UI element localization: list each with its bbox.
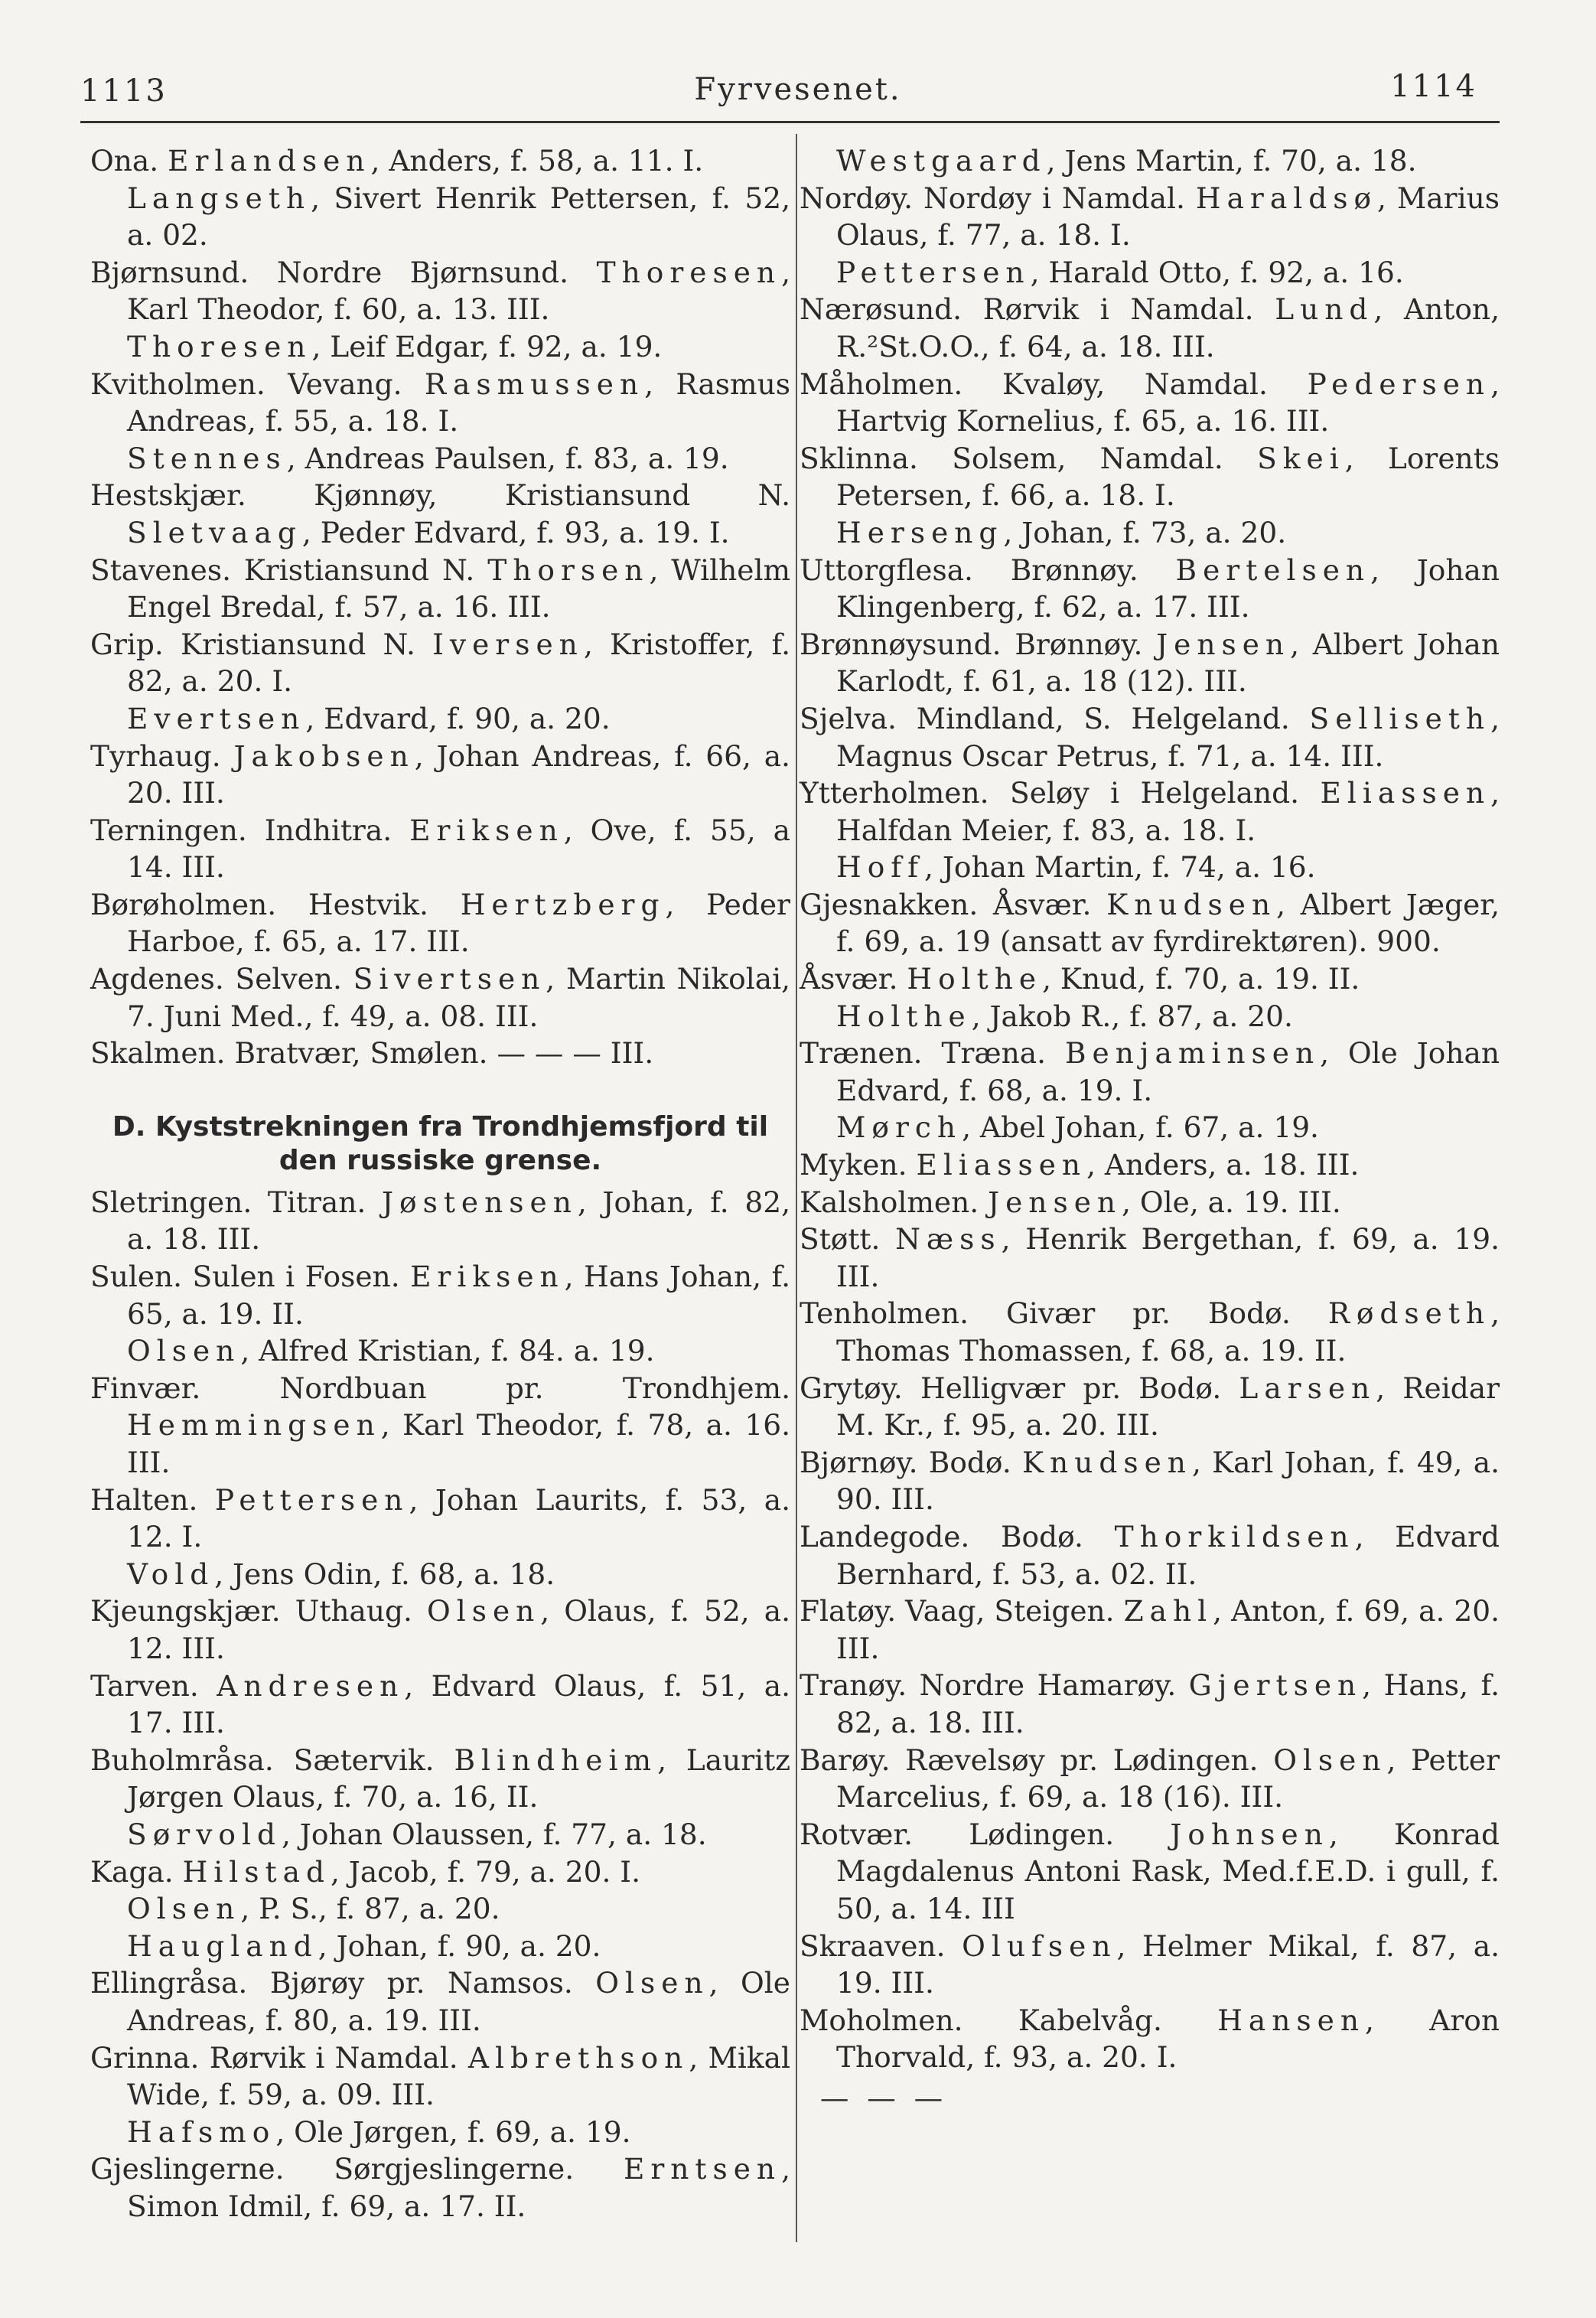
keeper-surname: Sørvold	[127, 1817, 282, 1851]
keeper-details: , Peder Harboe, f. 65, a. 17. III.	[127, 887, 790, 959]
keeper-details: , Ole Jørgen, f. 69, a. 19.	[275, 2114, 631, 2149]
lighthouse-entry	[90, 180, 790, 254]
keeper-details: , Albert Johan Karlodt, f. 61, a. 18 (12). III.	[836, 627, 1500, 699]
station-place: Rotvær. Lødingen.	[800, 1817, 1171, 1851]
keeper-details: , Knud, f. 70, a. 19. II.	[1042, 962, 1360, 996]
lighthouse-entry	[90, 1593, 790, 1667]
header-rule	[80, 121, 1500, 123]
keeper-surname: Haraldsø	[1195, 181, 1378, 215]
keeper-surname: Blindheim	[454, 1743, 658, 1777]
lighthouse-entry	[800, 1035, 1500, 1109]
keeper-details: , Johan, f. 82, a. 18. III.	[127, 1185, 790, 1257]
station-place: Grinna. Rørvik i Namdal.	[90, 2040, 468, 2075]
keeper-surname: Jakobsen	[233, 738, 415, 773]
lighthouse-entry	[90, 1482, 790, 1556]
lighthouse-entry	[800, 366, 1500, 440]
station-place: Børøholmen. Hestvik.	[90, 887, 461, 921]
keeper-surname: Eriksen	[409, 813, 564, 847]
station-place: Nordøy. Nordøy i Namdal.	[800, 181, 1196, 215]
keeper-details: , Aron Thorvald, f. 93, a. 20. I.	[836, 2003, 1500, 2075]
page-number-right: 1114	[1390, 69, 1477, 104]
lighthouse-entry	[800, 998, 1500, 1035]
lighthouse-entry	[800, 1146, 1500, 1184]
keeper-details: , Johan Olaussen, f. 77, a. 18.	[281, 1817, 707, 1851]
lighthouse-entry	[90, 254, 790, 328]
lighthouse-entry	[90, 328, 790, 366]
keeper-details: , Simon Idmil, f. 69, a. 17. II.	[127, 2152, 790, 2223]
keeper-surname: Næss	[895, 1222, 1002, 1257]
keeper-details: , Andreas Paulsen, f. 83, a. 19.	[286, 441, 729, 475]
keeper-details: , Ole Andreas, f. 80, a. 19. III.	[127, 1966, 790, 2037]
keeper-details: , Jacob, f. 79, a. 20. I.	[330, 1854, 641, 1889]
keeper-surname: Bertelsen	[1175, 553, 1371, 587]
running-title: Fyrvesenet.	[694, 72, 902, 107]
lighthouse-entry	[90, 2114, 790, 2151]
station-place: Sletringen. Titran.	[90, 1185, 382, 1219]
station-place: Sjelva. Mindland, S. Helgeland.	[800, 701, 1310, 735]
keeper-surname: Olsen	[127, 1892, 241, 1926]
keeper-details: , Konrad Magdalenus Antoni Rask, Med.f.E.D. i gull, f. 50, a. 14. III	[836, 1817, 1500, 1925]
keeper-details: , Abel Johan, f. 67, a. 19.	[962, 1110, 1319, 1145]
lighthouse-entry	[800, 440, 1500, 514]
keeper-surname: Mørch	[836, 1110, 962, 1145]
lighthouse-entry	[800, 142, 1500, 180]
station-place: Finvær. Nordbuan pr. Trondhjem.	[90, 1371, 790, 1405]
keeper-surname: Hoff	[836, 850, 925, 885]
lighthouse-entry	[800, 849, 1500, 886]
keeper-details: , Anton, f. 69, a. 20. III.	[836, 1594, 1500, 1665]
keeper-details: , Hartvig Kornelius, f. 65, a. 16. III.	[836, 367, 1500, 438]
keeper-surname: Westgaard	[836, 144, 1047, 178]
keeper-details: , Edvard, f. 90, a. 20.	[305, 701, 611, 735]
station-place: Tarven.	[90, 1668, 217, 1703]
station-place: Skraaven.	[800, 1928, 962, 1963]
keeper-surname: Olsen	[1273, 1743, 1387, 1777]
left-column	[90, 142, 790, 2225]
lighthouse-entry	[90, 2039, 790, 2114]
lighthouse-entry	[90, 142, 790, 180]
station-place: Terningen. Indhitra.	[90, 813, 410, 847]
lighthouse-entry	[90, 1556, 790, 1593]
lighthouse-entry	[90, 960, 790, 1035]
keeper-surname: Andresen	[217, 1668, 405, 1703]
lighthouse-entry	[800, 1444, 1500, 1518]
keeper-details: , Lorents Petersen, f. 66, a. 18. I.	[836, 441, 1500, 513]
column-divider	[796, 134, 797, 2242]
lighthouse-entry	[90, 1928, 790, 1965]
keeper-details: , Mikal Wide, f. 59, a. 09. III.	[127, 2040, 790, 2112]
station-place: Bjørnsund. Nordre Bjørnsund.	[90, 255, 597, 289]
keeper-surname: Sivertsen	[353, 962, 546, 996]
keeper-surname: Hansen	[1217, 2003, 1366, 2037]
keeper-details: , Petter Marcelius, f. 69, a. 18 (16). III.	[836, 1743, 1500, 1814]
lighthouse-entry	[800, 1742, 1500, 1816]
lighthouse-entry	[90, 1035, 790, 1072]
keeper-surname: Skei	[1257, 441, 1345, 475]
keeper-details: , Johan Klingenberg, f. 62, a. 17. III.	[836, 553, 1500, 624]
lighthouse-entry	[90, 738, 790, 812]
lighthouse-entry	[90, 1742, 790, 1816]
keeper-details: , Johan, f. 73, a. 20.	[1003, 515, 1287, 549]
keeper-surname: Pettersen	[214, 1482, 409, 1517]
lighthouse-entry	[90, 477, 790, 551]
lighthouse-entry	[90, 1668, 790, 1742]
keeper-surname: Holthe	[836, 999, 972, 1033]
station-place: Ona.	[90, 144, 168, 178]
keeper-details: , Henrik Bergethan, f. 69, a. 19. III.	[836, 1222, 1500, 1293]
lighthouse-entry	[90, 1332, 790, 1370]
keeper-details: , Hans, f. 82, a. 18. III.	[836, 1668, 1500, 1739]
lighthouse-entry	[800, 514, 1500, 552]
keeper-details: , Olaus, f. 52, a. 12. III.	[127, 1594, 790, 1665]
station-place: Buholmråsa. Sætervik.	[90, 1743, 454, 1777]
keeper-details: , Jens Martin, f. 70, a. 18.	[1046, 144, 1417, 178]
station-place: Tyrhaug.	[90, 738, 234, 773]
station-place: Kvitholmen. Vevang.	[90, 367, 425, 401]
lighthouse-entry	[800, 1928, 1500, 2002]
lighthouse-entry	[800, 1109, 1500, 1146]
station-place: Gjesnakken. Åsvær.	[800, 887, 1107, 921]
lighthouse-entry	[800, 960, 1500, 998]
lighthouse-entry	[800, 1667, 1500, 1741]
keeper-details: , Edvard Bernhard, f. 53, a. 02. II.	[836, 1519, 1500, 1591]
keeper-surname: Johnsen	[1170, 1817, 1329, 1851]
keeper-details: , Anders, a. 18. III.	[1086, 1148, 1360, 1182]
lighthouse-entry	[800, 2002, 1500, 2076]
keeper-details: , Edvard Olaus, f. 51, a. 17. III.	[127, 1668, 790, 1740]
station-place: Skalmen. Bratvær, Smølen. — — — III.	[90, 1036, 654, 1071]
keeper-surname: Hilstad	[182, 1854, 331, 1889]
keeper-details: , Karl Theodor, f. 78, a. 16. III.	[127, 1408, 790, 1479]
keeper-surname: Stennes	[127, 441, 287, 475]
lighthouse-entry	[800, 1370, 1500, 1444]
entry-list-north-coast	[90, 1184, 790, 2225]
keeper-details: , Reidar M. Kr., f. 95, a. 20. III.	[836, 1371, 1500, 1443]
keeper-details: , Johan Laurits, f. 53, a. 12. I.	[127, 1482, 791, 1554]
station-place: Kaga.	[90, 1854, 183, 1889]
lighthouse-entry	[800, 1518, 1500, 1593]
keeper-surname: Rødseth	[1327, 1296, 1491, 1331]
lighthouse-entry	[90, 812, 790, 886]
lighthouse-entry	[800, 774, 1500, 849]
keeper-details: , Martin Nikolai, 7. Juni Med., f. 49, a. 08. III.	[127, 962, 790, 1033]
entry-list-north-coast-cont	[800, 142, 1500, 2076]
keeper-details: , Halfdan Meier, f. 83, a. 18. I.	[836, 776, 1500, 847]
keeper-surname: Hertzberg	[460, 887, 666, 921]
keeper-surname: Eriksen	[410, 1260, 565, 1294]
station-place: Uttorgflesa. Brønnøy.	[800, 553, 1176, 587]
station-place: Brønnøysund. Brønnøy.	[800, 627, 1157, 661]
section-heading: D. Kyststrekningen fra Trondhjemsfjord til den russiske grense.	[112, 1110, 769, 1176]
lighthouse-entry	[800, 1593, 1500, 1667]
keeper-surname: Albrethson	[467, 2040, 689, 2075]
station-place: Myken.	[800, 1148, 917, 1182]
lighthouse-entry	[800, 1816, 1500, 1928]
keeper-details: , Rasmus Andreas, f. 55, a. 18. I.	[127, 367, 790, 438]
keeper-details: , Anders, f. 58, a. 11. I.	[370, 144, 704, 178]
keeper-surname: Olsen	[127, 1334, 241, 1368]
keeper-details: , Thomas Thomassen, f. 68, a. 19. II.	[836, 1296, 1500, 1368]
keeper-details: , Alfred Kristian, f. 84. a. 19.	[240, 1334, 655, 1368]
keeper-details: , Kristoffer, f. 82, a. 20. I.	[127, 627, 791, 699]
station-place: Bjørnøy. Bodø.	[800, 1445, 1023, 1479]
end-dashes: — — —	[819, 2080, 948, 2114]
station-place: Moholmen. Kabelvåg.	[800, 2003, 1218, 2037]
station-place: Halten.	[90, 1482, 215, 1517]
keeper-surname: Knudsen	[1022, 1445, 1192, 1479]
lighthouse-entry	[90, 626, 790, 700]
keeper-details: , P. S., f. 87, a. 20.	[240, 1892, 500, 1926]
keeper-details: , Ole, a. 19. III.	[1122, 1185, 1341, 1219]
keeper-surname: Erntsen	[623, 2152, 782, 2186]
lighthouse-entry	[90, 1964, 790, 2039]
right-column	[800, 142, 1500, 2116]
keeper-surname: Jensen	[1156, 627, 1291, 661]
lighthouse-entry	[90, 2150, 790, 2225]
keeper-details: , Ole Johan Edvard, f. 68, a. 19. I.	[836, 1036, 1500, 1107]
station-place: Stavenes. Kristiansund N.	[90, 553, 488, 587]
keeper-details: , Jakob R., f. 87, a. 20.	[971, 999, 1293, 1033]
station-place: Kjeungskjær. Uthaug.	[90, 1594, 427, 1628]
lighthouse-entry	[800, 1221, 1500, 1295]
keeper-surname: Erlandsen	[168, 144, 371, 178]
keeper-details: , Harald Otto, f. 92, a. 16.	[1030, 255, 1404, 289]
lighthouse-entry	[800, 291, 1500, 365]
keeper-details: , Marius Olaus, f. 77, a. 18. I.	[836, 181, 1500, 253]
keeper-details: , Lauritz Jørgen Olaus, f. 70, a. 16, II.	[127, 1743, 790, 1814]
station-place: Sulen. Sulen i Fosen.	[90, 1260, 411, 1294]
station-place: Agdenes. Selven.	[90, 962, 353, 996]
keeper-details: , Magnus Oscar Petrus, f. 71, a. 14. III.	[836, 701, 1500, 773]
keeper-surname: Iversen	[432, 627, 584, 661]
keeper-surname: Benjaminsen	[1064, 1036, 1321, 1071]
station-place: Grytøy. Helligvær pr. Bodø.	[800, 1371, 1239, 1405]
keeper-surname: Lund	[1275, 292, 1374, 327]
keeper-details: , Karl Johan, f. 49, a. 90. III.	[836, 1445, 1500, 1517]
lighthouse-entry	[90, 886, 790, 960]
station-place: Ellingråsa. Bjørøy pr. Namsos.	[90, 1966, 596, 2000]
lighthouse-entry	[800, 700, 1500, 774]
keeper-details: , Hans Johan, f. 65, a. 19. II.	[127, 1260, 790, 1331]
keeper-surname: Selliseth	[1309, 701, 1491, 735]
keeper-details: , Jens Odin, f. 68, a. 18.	[214, 1557, 555, 1591]
keeper-details: , Sivert Henrik Pettersen, f. 52, a. 02.	[127, 181, 790, 253]
keeper-details: , Ove, f. 55, a 14. III.	[127, 813, 790, 885]
keeper-surname: Olsen	[595, 1966, 709, 2000]
keeper-surname: Thoresen	[596, 255, 782, 289]
keeper-surname: Evertsen	[127, 701, 306, 735]
station-place: Støtt.	[800, 1222, 896, 1257]
keeper-details: , Johan Martin, f. 74, a. 16.	[924, 850, 1316, 885]
keeper-surname: Sletvaag	[127, 515, 302, 549]
lighthouse-entry	[800, 886, 1500, 960]
station-place: Grip. Kristiansund N.	[90, 627, 433, 661]
keeper-surname: Gjertsen	[1188, 1668, 1363, 1703]
keeper-surname: Larsen	[1239, 1371, 1376, 1405]
lighthouse-entry	[90, 1184, 790, 1258]
lighthouse-entry	[90, 1816, 790, 1853]
entry-list-trondelag	[90, 142, 790, 1072]
keeper-surname: Eliassen	[1320, 776, 1491, 810]
station-place: Kalsholmen.	[800, 1185, 989, 1219]
keeper-surname: Haugland	[127, 1928, 318, 1963]
station-place: Åsvær.	[800, 962, 907, 996]
station-place: Hestskjær. Kjønnøy, Kristiansund N.	[90, 478, 790, 513]
station-place: Landegode. Bodø.	[800, 1519, 1115, 1553]
lighthouse-entry	[90, 366, 790, 440]
lighthouse-entry	[800, 254, 1500, 292]
keeper-details: , Peder Edvard, f. 93, a. 19. I.	[301, 515, 730, 549]
lighthouse-entry	[800, 1295, 1500, 1369]
lighthouse-entry	[90, 1853, 790, 1891]
station-place: Sklinna. Solsem, Namdal.	[800, 441, 1258, 475]
lighthouse-entry	[90, 552, 790, 626]
station-place: Flatøy. Vaag, Steigen.	[800, 1594, 1124, 1628]
keeper-details: , Anton, R.²St.O.O., f. 64, a. 18. III.	[836, 292, 1500, 364]
keeper-surname: Olsen	[426, 1594, 541, 1628]
lighthouse-entry	[90, 1890, 790, 1928]
keeper-surname: Rasmussen	[424, 367, 645, 401]
keeper-surname: Jensen	[988, 1185, 1122, 1219]
lighthouse-entry	[90, 700, 790, 738]
station-place: Ytterholmen. Seløy i Helgeland.	[800, 776, 1321, 810]
keeper-details: , Johan, f. 90, a. 20.	[318, 1928, 601, 1963]
keeper-details: , Wilhelm Engel Bredal, f. 57, a. 16. III.	[127, 553, 791, 624]
lighthouse-entry	[90, 1370, 790, 1482]
lighthouse-entry	[800, 180, 1500, 254]
keeper-details: , Leif Edgar, f. 92, a. 19.	[311, 329, 663, 364]
keeper-surname: Olufsen	[962, 1928, 1117, 1963]
lighthouse-entry	[90, 1258, 790, 1332]
keeper-surname: Hafsmo	[127, 2114, 276, 2149]
keeper-surname: Thoresen	[127, 329, 312, 364]
station-place: Tranøy. Nordre Hamarøy.	[800, 1668, 1189, 1703]
station-place: Tenholmen. Givær pr. Bodø.	[800, 1296, 1328, 1331]
lighthouse-entry	[800, 626, 1500, 700]
keeper-surname: Vold	[127, 1557, 215, 1591]
keeper-surname: Herseng	[836, 515, 1004, 549]
keeper-surname: Jøstensen	[382, 1185, 578, 1219]
keeper-surname: Pettersen	[836, 255, 1031, 289]
keeper-details: , Karl Theodor, f. 60, a. 13. III.	[127, 255, 790, 327]
keeper-surname: Langseth	[127, 181, 311, 215]
lighthouse-entry	[800, 1184, 1500, 1221]
station-place: Måholmen. Kvaløy, Namdal.	[800, 367, 1308, 401]
keeper-surname: Holthe	[907, 962, 1043, 996]
keeper-surname: Hemmingsen	[127, 1408, 381, 1443]
keeper-surname: Thorkildsen	[1114, 1519, 1355, 1553]
keeper-surname: Eliassen	[916, 1148, 1087, 1182]
lighthouse-entry	[90, 440, 790, 478]
page-number-left: 1113	[80, 73, 168, 109]
station-place: Barøy. Rævelsøy pr. Lødingen.	[800, 1743, 1274, 1777]
page-header	[0, 69, 1596, 119]
keeper-details: , Helmer Mikal, f. 87, a. 19. III.	[836, 1928, 1500, 2000]
keeper-surname: Thorsen	[487, 553, 650, 587]
keeper-details: , Albert Jæger, f. 69, a. 19 (ansatt av fyrdirektøren). 900.	[836, 887, 1500, 959]
station-place: Trænen. Træna.	[800, 1036, 1065, 1071]
keeper-surname: Knudsen	[1106, 887, 1277, 921]
keeper-surname: Zahl	[1123, 1594, 1213, 1628]
station-place: Gjeslingerne. Sørgjeslingerne.	[90, 2152, 624, 2186]
keeper-surname: Pedersen	[1307, 367, 1491, 401]
station-place: Nærøsund. Rørvik i Namdal.	[800, 292, 1275, 327]
lighthouse-entry	[800, 552, 1500, 626]
keeper-details: , Johan Andreas, f. 66, a. 20. III.	[127, 738, 790, 810]
